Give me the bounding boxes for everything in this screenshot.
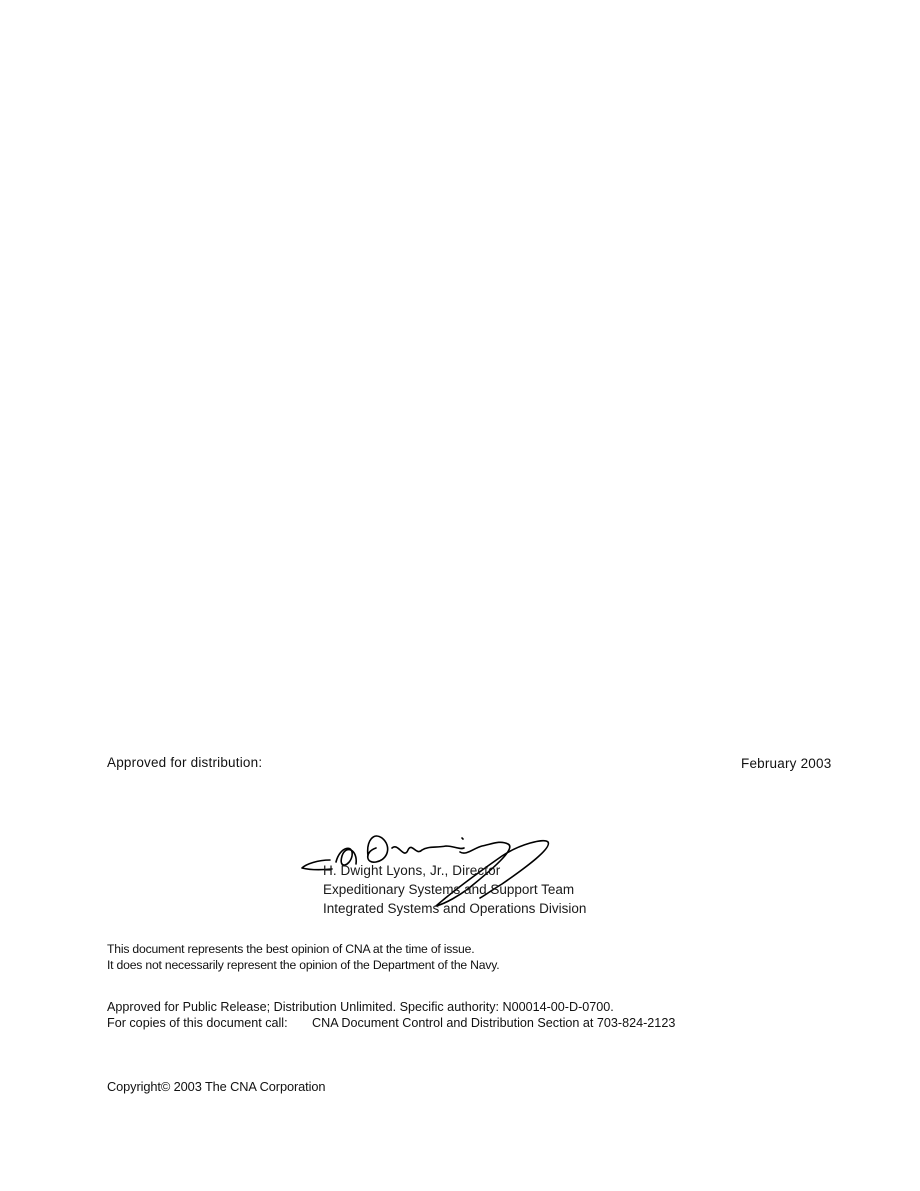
- release-authority: Approved for Public Release; Distribution Unlimited. Specific authority: N00014-00-D-0700.: [107, 1000, 614, 1014]
- signer-team: Expeditionary Systems and Support Team: [323, 882, 575, 897]
- disclaimer: [107, 941, 499, 973]
- signer-block: [323, 861, 586, 918]
- document-date: February 2003: [741, 756, 832, 771]
- approval-label: Approved for distribution:: [107, 755, 263, 770]
- disclaimer-line-2: It does not necessarily represent the opinion of the Department of the Navy.: [107, 958, 500, 972]
- signer-name: H. Dwight Lyons, Jr., Director: [323, 863, 501, 878]
- signer-division: Integrated Systems and Operations Division: [323, 901, 587, 916]
- copies-contact: CNA Document Control and Distribution Section at 703-824-2123: [312, 1016, 676, 1030]
- release-statement: [107, 999, 675, 1031]
- copies-line: [107, 1015, 675, 1031]
- disclaimer-line-1: This document represents the best opinion of CNA at the time of issue.: [107, 942, 475, 956]
- copies-label: For copies of this document call:: [107, 1016, 288, 1030]
- copyright-notice: Copyright© 2003 The CNA Corporation: [107, 1079, 326, 1094]
